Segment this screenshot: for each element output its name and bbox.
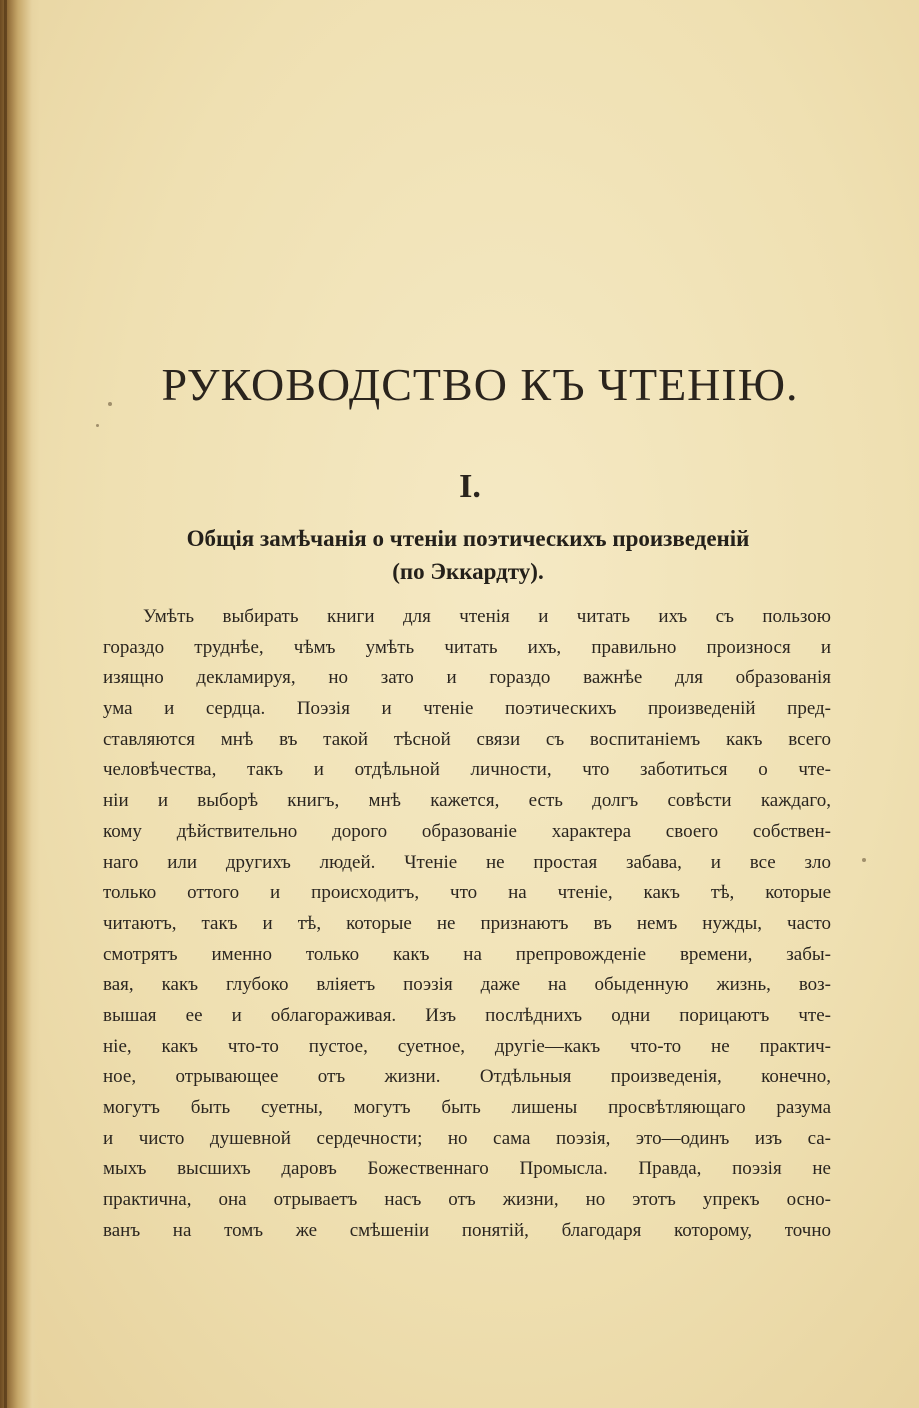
body-line: ніи и выборѣ книгъ, мнѣ кажется, есть долгъ совѣсти каждаго, <box>103 790 831 812</box>
main-title: РУКОВОДСТВО КЪ ЧТЕНІЮ. <box>161 359 799 410</box>
body-line: ванъ на томъ же смѣшеніи понятій, благодаря которому, точно <box>103 1219 831 1241</box>
body-line: ума и сердца. Поэзія и чтеніе поэтическихъ произведеній пред- <box>103 698 831 720</box>
body-line: гораздо труднѣе, чѣмъ умѣть читать ихъ, правильно произнося и <box>103 636 831 658</box>
paper-speck <box>108 402 112 406</box>
section-heading <box>100 522 836 588</box>
body-line: вышая ее и облагораживая. Изъ послѣднихъ одни порицаютъ чте- <box>103 1004 831 1026</box>
section-heading-line-1: Общія замѣчанія о чтеніи поэтическихъ произведеній <box>186 526 750 551</box>
body-line: могутъ быть суетны, могутъ быть лишены просвѣтляющаго разума <box>103 1097 831 1118</box>
body-line: ное, отрывающее отъ жизни. Отдѣльныя произведенія, конечно, <box>103 1066 831 1088</box>
body-line: кому дѣйствительно дорого образованіе характера своего собствен- <box>103 820 831 842</box>
body-line: только оттого и происходитъ, что на чтеніе, какъ тѣ, которые <box>103 882 831 904</box>
paper-speck <box>96 424 99 427</box>
body-line: ставляются мнѣ въ такой тѣсной связи съ воспитаніемъ какъ всего <box>103 728 831 750</box>
body-line: вая, какъ глубоко вліяетъ поэзія даже на обыденную жизнь, воз- <box>103 974 831 996</box>
body-line: мыхъ высшихъ даровъ Божественнаго Промысла. Правда, поэзія не <box>103 1158 831 1180</box>
body-line: Умѣть выбирать книги для чтенія и читать ихъ съ пользою <box>143 606 831 627</box>
section-heading-line-2: (по Эккардту). <box>392 559 544 584</box>
paper-speck <box>862 858 866 862</box>
body-line: читаютъ, такъ и тѣ, которые не признаютъ въ немъ нужды, часто <box>103 912 831 934</box>
body-line: практична, она отрываетъ насъ отъ жизни, но этотъ упрекъ осно- <box>103 1189 831 1211</box>
body-line: ніе, какъ что-то пустое, суетное, другіе—какъ что-то не практич- <box>103 1035 831 1057</box>
book-spine-edge <box>4 0 7 1408</box>
body-line: и чисто душевной сердечности; но сама поэзія, это—одинъ изъ са- <box>103 1127 831 1149</box>
body-line: изящно декламируя, но зато и гораздо важнѣе для образованія <box>103 667 831 689</box>
body-line: наго или другихъ людей. Чтеніе не простая забава, и все зло <box>103 851 831 873</box>
body-paragraph <box>103 602 831 1246</box>
section-number: I. <box>459 468 481 505</box>
body-line: человѣчества, такъ и отдѣльной личности, что заботиться о чте- <box>103 759 831 781</box>
body-line: смотрятъ именно только какъ на препровожденіе времени, забы- <box>103 943 831 965</box>
